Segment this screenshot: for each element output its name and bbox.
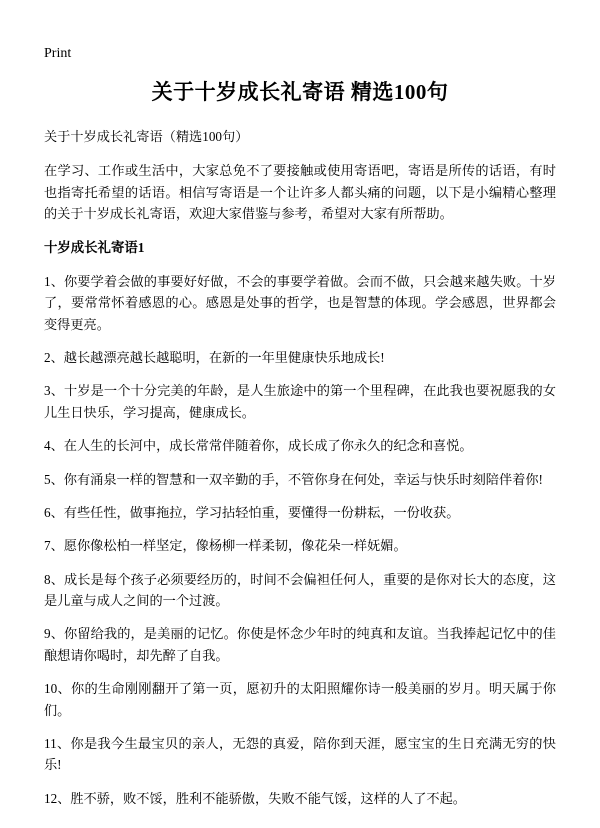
document-intro: 在学习、工作或生活中，大家总免不了要接触或使用寄语吧，寄语是所传的话语，有时也指寄托希望的话语。相信写寄语是一个让许多人都头痛的问题，以下是小编精心整理的关于十岁成长礼寄语，欢迎大家借鉴与参考，希望对大家有所帮助。 — [44, 163, 556, 222]
list-item: 7、愿你像松柏一样坚定，像杨柳一样柔韧，像花朵一样妩媚。 — [44, 538, 407, 554]
list-item: 4、在人生的长河中，成长常常伴随着你，成长成了你永久的纪念和喜悦。 — [44, 438, 473, 454]
list-item: 11、你是我今生最宝贝的亲人，无怨的真爱，陪你到天涯，愿宝宝的生日充满无穷的快乐! — [44, 735, 556, 773]
list-item: 1、你要学着会做的事要好好做，不会的事要学着做。会而不做，只会越来越失败。十岁了，要常常怀着感恩的心。感恩是处事的哲学，也是智慧的体现。学会感恩，世界都会变得更亮。 — [44, 273, 556, 332]
document-subtitle: 关于十岁成长礼寄语（精选100句） — [44, 129, 249, 145]
list-item: 12、胜不骄，败不馁，胜利不能骄傲，失败不能气馁，这样的人了不起。 — [44, 790, 466, 806]
list-item: 9、你留给我的，是美丽的记忆。你使是怀念少年时的纯真和友谊。当我捧起记忆中的佳酿想请你喝时，却先醉了自我。 — [44, 626, 556, 663]
page-title: 关于十岁成长礼寄语 精选100句 — [151, 80, 449, 104]
list-item: 6、有些任性，做事拖拉，学习拈轻怕重，要懂得一份耕耘，一份收获。 — [44, 504, 460, 520]
print-button[interactable]: Print — [44, 46, 72, 61]
list-item: 5、你有涌泉一样的智慧和一双辛勤的手，不管你身在何处，幸运与快乐时刻陪伴着你! — [44, 471, 543, 487]
list-item: 3、十岁是一个十分完美的年龄，是人生旅途中的第一个里程碑，在此我也要祝愿我的女儿生日快乐，学习提高，健康成长。 — [44, 383, 556, 420]
list-item: 2、越长越漂亮越长越聪明，在新的一年里健康快乐地成长! — [44, 350, 385, 366]
section-heading: 十岁成长礼寄语1 — [44, 239, 145, 255]
list-item: 8、成长是每个孩子必须要经历的，时间不会偏袒任何人，重要的是你对长大的态度，这是儿童与成人之间的一个过渡。 — [44, 571, 556, 609]
list-item: 10、你的生命刚刚翻开了第一页，愿初升的太阳照耀你诗一般美丽的岁月。明天属于你们。 — [44, 681, 556, 718]
